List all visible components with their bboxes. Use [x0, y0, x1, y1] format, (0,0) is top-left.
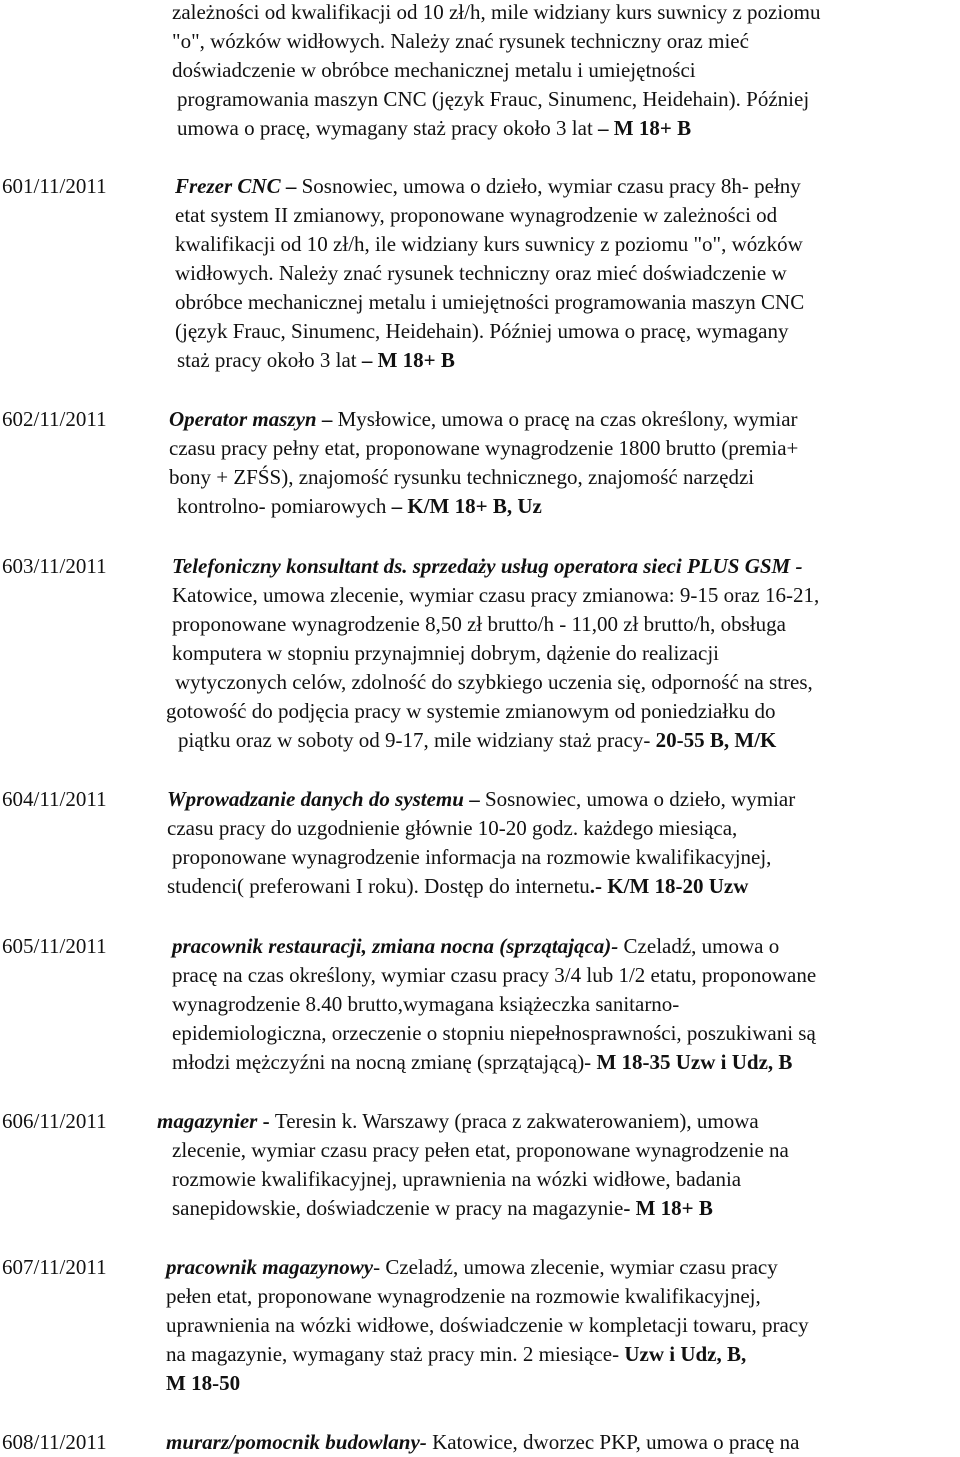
listing-line	[175, 259, 787, 288]
listing-line	[167, 785, 795, 814]
job-title: Operator maszyn	[169, 407, 322, 431]
listing-line	[172, 961, 816, 990]
requirement-code: – M 18+ B	[361, 348, 455, 372]
requirement-code: M 18-35 Uzw i Udz, B	[596, 1050, 793, 1074]
listing-line	[177, 492, 542, 521]
listing-line	[166, 1311, 809, 1340]
listing-line	[175, 288, 804, 317]
text-run: Mysłowice, umowa o pracę na czas określony, wymiar	[332, 407, 798, 431]
job-title: murarz/pomocnik budowlany-	[166, 1430, 427, 1454]
text-run: Czeladź, umowa o	[618, 934, 780, 958]
text-run: zależności od kwalifikacji od 10 zł/h, mile widziany kurs suwnicy z poziomu	[172, 0, 821, 24]
job-title: pracownik magazynowy	[166, 1255, 374, 1279]
listing-line	[177, 114, 691, 143]
text-run: Katowice, dworzec PKP, umowa o pracę na	[426, 1430, 800, 1454]
listing-line	[175, 201, 777, 230]
requirement-code: Uzw i Udz, B,	[624, 1342, 747, 1366]
listing-number: 604/11/2011	[2, 787, 107, 811]
requirement-code: - M 18+ B	[623, 1196, 713, 1220]
text-run: Sosnowiec, umowa o dzieło, wymiar	[479, 787, 796, 811]
listing-number: 606/11/2011	[2, 1109, 107, 1133]
text-run: staż pracy około 3 lat	[177, 348, 362, 372]
text-run: kwalifikacji od 10 zł/h, ile widziany kurs suwnicy z poziomu "o", wózków	[175, 232, 803, 256]
listing-line	[172, 581, 819, 610]
listing-line	[175, 317, 788, 346]
listing-line	[172, 610, 786, 639]
text-run: kontrolno- pomiarowych	[177, 494, 392, 518]
listing-line	[169, 434, 798, 463]
listing-line	[166, 1428, 799, 1457]
listing-line	[172, 1019, 816, 1048]
listing-line	[177, 85, 809, 114]
listing-line	[167, 872, 748, 901]
text-run: komputera w stopniu przynajmniej dobrym, dążenie do realizacji	[172, 641, 719, 665]
listing-line	[172, 0, 821, 27]
requirement-code: 20-55 B, M/K	[655, 728, 777, 752]
listing-number: 605/11/2011	[2, 934, 107, 958]
text-run: sanepidowskie, doświadczenie w pracy na magazynie	[172, 1196, 624, 1220]
listing-line	[167, 814, 737, 843]
listing-line	[172, 27, 749, 56]
listing-number: 603/11/2011	[2, 554, 107, 578]
text-run: Teresin k. Warszawy (praca z zakwaterowaniem), umowa	[274, 1109, 759, 1133]
listing-number: 602/11/2011	[2, 407, 107, 431]
listing-line	[178, 726, 776, 755]
text-run: - Czeladź, umowa zlecenie, wymiar czasu pracy	[373, 1255, 778, 1279]
job-title: pracownik restauracji, zmiana nocna (sprzątająca)-	[172, 934, 619, 958]
listing-line	[157, 1107, 759, 1136]
text-run: zlecenie, wymiar czasu pracy pełen etat, proponowane wynagrodzenie na	[172, 1138, 789, 1162]
text-run: programowania maszyn CNC (język Frauc, Sinumenc, Heidehain). Później	[177, 87, 810, 111]
job-title: Wprowadzanie danych do systemu	[167, 787, 470, 811]
listing-line	[172, 56, 696, 85]
text-run: epidemiologiczna, orzeczenie o stopniu niepełnosprawności, poszukiwani są	[172, 1021, 816, 1045]
job-title: magazynier	[157, 1109, 258, 1133]
listing-number: 607/11/2011	[2, 1255, 107, 1279]
requirement-code: – M 18+ B	[598, 116, 692, 140]
listing-line	[172, 1165, 741, 1194]
requirement-code: –	[469, 787, 480, 811]
text-run: piątku oraz w soboty od 9-17, mile widziany staż pracy-	[178, 728, 656, 752]
text-run: proponowane wynagrodzenie 8,50 zł brutto/h - 11,00 zł brutto/h, obsługa	[172, 612, 786, 636]
listing-line	[172, 990, 679, 1019]
text-run: widłowych. Należy znać rysunek techniczny oraz mieć doświadczenie w	[175, 261, 787, 285]
listing-line	[172, 843, 771, 872]
requirement-code: –	[285, 174, 297, 198]
text-run: rozmowie kwalifikacyjnej, uprawnienia na wózki widłowe, badania	[172, 1167, 742, 1191]
listing-line	[175, 172, 801, 201]
text-run: studenci( preferowani I roku). Dostęp do internetu	[167, 874, 590, 898]
listing-line	[172, 932, 779, 961]
listing-number: 601/11/2011	[2, 174, 107, 198]
listing-line	[172, 639, 719, 668]
text-run: na magazynie, wymagany staż pracy min. 2 miesiące-	[166, 1342, 625, 1366]
listing-line	[166, 1253, 778, 1282]
text-run: doświadczenie w obróbce mechanicznej metalu i umiejętności	[172, 58, 696, 82]
listing-line	[172, 1194, 713, 1223]
text-run: uprawnienia na wózki widłowe, doświadczenie w kompletacji towaru, pracy	[166, 1313, 809, 1337]
text-run: młodzi mężczyźni na nocną zmianę (sprzątającą)-	[172, 1050, 597, 1074]
requirement-code: M 18-50	[166, 1371, 241, 1395]
listing-line	[169, 405, 798, 434]
text-run: wytyczonych celów, zdolność do szybkiego uczenia się, odporność na stres,	[175, 670, 813, 694]
listing-line	[172, 1136, 789, 1165]
text-run: wynagrodzenie 8.40 brutto,wymagana książeczka sanitarno-	[172, 992, 680, 1016]
text-run: proponowane wynagrodzenie informacja na rozmowie kwalifikacyjnej,	[172, 845, 772, 869]
text-run: (język Frauc, Sinumenc, Heidehain). Później umowa o pracę, wymagany	[175, 319, 789, 343]
text-run: "o", wózków widłowych. Należy znać rysunek techniczny oraz mieć	[172, 29, 749, 53]
listing-line	[166, 1340, 746, 1369]
listing-line	[169, 463, 754, 492]
text-run: Katowice, umowa zlecenie, wymiar czasu pracy zmianowa: 9-15 oraz 16-21,	[172, 583, 820, 607]
requirement-code: -	[257, 1109, 275, 1133]
listing-line	[166, 697, 775, 726]
requirement-code: –	[321, 407, 333, 431]
text-run: etat system II zmianowy, proponowane wynagrodzenie w zależności od	[175, 203, 778, 227]
listing-line	[177, 346, 455, 375]
text-run: Sosnowiec, umowa o dzieło, wymiar czasu pracy 8h- pełny	[296, 174, 801, 198]
listing-line	[172, 552, 802, 581]
text-run: czasu pracy pełny etat, proponowane wynagrodzenie 1800 brutto (premia+	[169, 436, 799, 460]
text-run: czasu pracy do uzgodnienie głównie 10-20 godz. każdego miesiąca,	[167, 816, 738, 840]
listing-number: 608/11/2011	[2, 1430, 107, 1454]
text-run: obróbce mechanicznej metalu i umiejętności programowania maszyn CNC	[175, 290, 805, 314]
text-run: umowa o pracę, wymagany staż pracy około 3 lat	[177, 116, 599, 140]
listing-line	[172, 1048, 792, 1077]
text-run: bony + ZFŚS), znajomość rysunku technicznego, znajomość narzędzi	[169, 465, 755, 489]
listing-line	[175, 230, 803, 259]
job-title: Telefoniczny konsultant ds. sprzedaży usług operatora sieci PLUS GSM -	[172, 554, 803, 578]
requirement-code: .- K/M 18-20 Uzw	[589, 874, 749, 898]
listing-line	[175, 668, 813, 697]
text-run: pełen etat, proponowane wynagrodzenie na rozmowie kwalifikacyjnej,	[166, 1284, 761, 1308]
text-run: pracę na czas określony, wymiar czasu pracy 3/4 lub 1/2 etatu, proponowane	[172, 963, 817, 987]
listing-line	[166, 1282, 761, 1311]
listing-line	[166, 1369, 240, 1398]
job-title: Frezer CNC	[175, 174, 286, 198]
text-run: gotowość do podjęcia pracy w systemie zmianowym od poniedziałku do	[166, 699, 776, 723]
requirement-code: – K/M 18+ B, Uz	[391, 494, 542, 518]
